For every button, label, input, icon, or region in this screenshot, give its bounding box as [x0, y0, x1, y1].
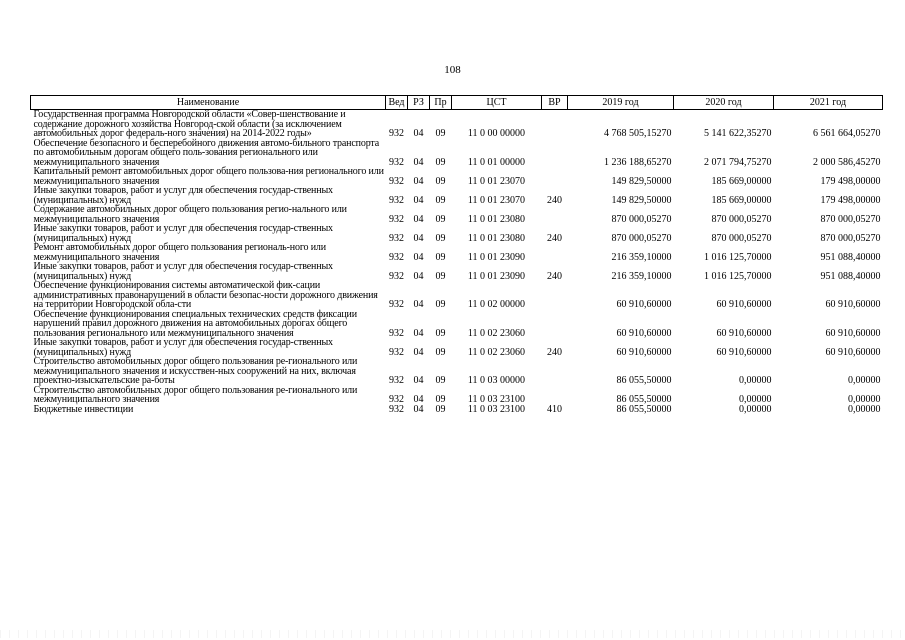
row-name: Иные закупки товаров, работ и услуг для обеспечения государ-ственных (муниципальных) нужд	[33, 223, 333, 244]
row-ved: 932	[389, 346, 404, 358]
table-row	[31, 357, 883, 386]
row-value-2020: 0,00000	[739, 403, 772, 415]
row-cst: 11 0 01 23090	[467, 270, 526, 282]
row-vr	[542, 357, 568, 386]
header-2019: 2019 год	[568, 96, 674, 110]
row-value-2019: 1 236 188,65270	[604, 156, 672, 168]
table-header-row	[31, 96, 883, 110]
table-row	[31, 205, 883, 224]
row-vr	[542, 167, 568, 186]
row-rz: 04	[413, 270, 424, 282]
row-cst: 11 0 01 23080	[467, 232, 526, 244]
row-pr: 09	[435, 375, 446, 386]
row-value-2020: 185 669,00000	[711, 175, 772, 187]
row-rz: 04	[413, 175, 424, 187]
row-vr	[542, 139, 568, 168]
row-pr: 09	[435, 346, 446, 358]
row-vr	[542, 205, 568, 224]
row-value-2020: 0,00000	[739, 375, 772, 386]
row-value-2019: 4 768 505,15270	[604, 128, 672, 139]
row-ved: 932	[389, 251, 404, 263]
row-value-2021: 2 000 586,45270	[813, 156, 881, 168]
row-vr: 240	[547, 194, 562, 206]
header-name: Наименование	[31, 96, 386, 110]
row-cst: 11 0 03 23100	[467, 403, 526, 415]
row-ved: 932	[389, 270, 404, 282]
header-2020: 2020 год	[674, 96, 774, 110]
table-row	[31, 186, 883, 205]
row-value-2021: 60 910,60000	[825, 327, 881, 339]
table-row	[31, 243, 883, 262]
row-value-2020: 1 016 125,70000	[704, 270, 772, 282]
row-value-2019: 216 359,10000	[611, 270, 672, 282]
header-ved: Вед	[386, 96, 408, 110]
row-name: Ремонт автомобильных дорог общего пользования региональ-ного или межмуниципального значения	[33, 242, 326, 263]
row-pr: 09	[435, 194, 446, 206]
scan-artifact	[0, 630, 905, 638]
row-value-2019: 60 910,60000	[616, 299, 672, 310]
row-value-2021: 179 498,00000	[820, 194, 881, 206]
row-name: Государственная программа Новгородской области «Совер-шенствование и содержание дорожного хозяйства Новгород-ской области (за исключением автомобильных дорог федераль-ного значения) на 2014-2022 годы»	[33, 109, 346, 139]
header-2021: 2021 год	[774, 96, 883, 110]
row-vr	[542, 310, 568, 339]
row-value-2020: 2 071 794,75270	[704, 156, 772, 168]
header-rz: РЗ	[408, 96, 430, 110]
row-value-2021: 0,00000	[848, 375, 881, 386]
row-rz: 04	[413, 403, 424, 415]
row-pr: 09	[435, 327, 446, 339]
row-cst: 11 0 01 23090	[467, 251, 526, 263]
row-value-2019: 86 055,50000	[616, 394, 672, 405]
row-cst: 11 0 00 00000	[467, 128, 526, 139]
row-pr: 09	[435, 175, 446, 187]
row-value-2019: 60 910,60000	[616, 346, 672, 358]
table-row	[31, 224, 883, 243]
row-value-2019: 870 000,05270	[611, 232, 672, 244]
row-rz: 04	[413, 128, 424, 139]
row-rz: 04	[413, 299, 424, 310]
row-value-2021: 951 088,40000	[820, 251, 881, 263]
row-cst: 11 0 01 00000	[467, 156, 526, 168]
row-name: Обеспечение безопасного и бесперебойного движения автомо-бильного транспорта по автомобильным дорогам общего поль-зования регионального или межмуниципального значения	[33, 137, 380, 168]
row-value-2019: 149 829,50000	[611, 175, 672, 187]
row-ved: 932	[389, 232, 404, 244]
row-vr	[542, 243, 568, 262]
row-value-2021: 870 000,05270	[820, 232, 881, 244]
row-value-2019: 60 910,60000	[616, 327, 672, 339]
row-ved: 932	[389, 327, 404, 339]
row-ved: 932	[389, 375, 404, 386]
row-value-2019: 86 055,50000	[616, 403, 672, 415]
row-pr: 09	[435, 270, 446, 282]
row-name: Обеспечение функционирования специальных технических средств фиксации нарушений правил дорожного движения на автомобильных дорогах общего пользования регионального или межмуниципального значения	[33, 308, 357, 339]
row-cst: 11 0 03 00000	[467, 375, 526, 386]
row-value-2020: 0,00000	[739, 394, 772, 405]
row-name: Иные закупки товаров, работ и услуг для обеспечения государ-ственных (муниципальных) нужд	[33, 185, 333, 206]
row-pr: 09	[435, 299, 446, 310]
row-cst: 11 0 01 23070	[467, 175, 526, 187]
row-pr: 09	[435, 128, 446, 139]
row-rz: 04	[413, 194, 424, 206]
row-pr: 09	[435, 394, 446, 405]
row-value-2021: 0,00000	[848, 403, 881, 415]
row-cst: 11 0 02 00000	[467, 299, 526, 310]
row-value-2020: 60 910,60000	[716, 299, 772, 310]
table-row	[31, 281, 883, 310]
row-value-2020: 5 141 622,35270	[704, 128, 772, 139]
row-name: Иные закупки товаров, работ и услуг для обеспечения государ-ственных (муниципальных) нужд	[33, 337, 333, 358]
row-ved: 932	[389, 194, 404, 206]
row-pr: 09	[435, 251, 446, 263]
row-cst: 11 0 02 23060	[467, 327, 526, 339]
row-pr: 09	[435, 232, 446, 244]
row-value-2021: 951 088,40000	[820, 270, 881, 282]
row-pr: 09	[435, 403, 446, 415]
row-value-2020: 870 000,05270	[711, 213, 772, 225]
table-row	[31, 338, 883, 357]
row-rz: 04	[413, 327, 424, 339]
row-value-2021: 179 498,00000	[820, 175, 881, 187]
row-rz: 04	[413, 394, 424, 405]
table-row	[31, 167, 883, 186]
row-vr: 410	[547, 403, 562, 415]
row-ved: 932	[389, 403, 404, 415]
row-name: Иные закупки товаров, работ и услуг для обеспечения государ-ственных (муниципальных) нужд	[33, 261, 333, 282]
page-number: 108	[444, 64, 461, 76]
row-ved: 932	[389, 299, 404, 310]
header-vr: ВР	[542, 96, 568, 110]
row-vr: 240	[547, 346, 562, 358]
row-ved: 932	[389, 213, 404, 225]
row-value-2020: 60 910,60000	[716, 327, 772, 339]
row-vr	[542, 281, 568, 310]
row-value-2021: 0,00000	[848, 394, 881, 405]
row-value-2019: 216 359,10000	[611, 251, 672, 263]
table-row	[31, 262, 883, 281]
row-name: Обеспечение функционирования системы автоматической фик-сации административных правонарушений в области безопас-ности дорожного движения на территории Новгородской обла-сти	[33, 280, 378, 310]
row-rz: 04	[413, 251, 424, 263]
row-value-2020: 60 910,60000	[716, 346, 772, 358]
row-cst: 11 0 02 23060	[467, 346, 526, 358]
row-vr	[542, 386, 568, 405]
row-cst: 11 0 01 23070	[467, 194, 526, 206]
row-name: Содержание автомобильных дорог общего пользования регио-нального или межмуниципального значения	[33, 204, 347, 225]
row-rz: 04	[413, 156, 424, 168]
row-vr: 240	[547, 270, 562, 282]
row-value-2021: 6 561 664,05270	[813, 128, 881, 139]
table-row	[31, 110, 883, 139]
row-value-2021: 60 910,60000	[825, 346, 881, 358]
row-ved: 932	[389, 128, 404, 139]
row-rz: 04	[413, 232, 424, 244]
row-name: Бюджетные инвестиции	[33, 403, 134, 415]
table-row	[31, 386, 883, 405]
row-rz: 04	[413, 346, 424, 358]
row-pr: 09	[435, 213, 446, 225]
row-ved: 932	[389, 175, 404, 187]
row-value-2020: 1 016 125,70000	[704, 251, 772, 263]
header-cst: ЦСТ	[452, 96, 542, 110]
row-vr	[542, 110, 568, 139]
table-row	[31, 405, 883, 415]
row-value-2020: 185 669,00000	[711, 194, 772, 206]
row-name: Строительство автомобильных дорог общего пользования ре-гионального или межмуниципального значения	[33, 384, 358, 405]
budget-table	[30, 95, 883, 414]
table-row	[31, 139, 883, 168]
row-value-2019: 870 000,05270	[611, 213, 672, 225]
row-vr: 240	[547, 232, 562, 244]
row-rz: 04	[413, 375, 424, 386]
row-value-2021: 870 000,05270	[820, 213, 881, 225]
row-cst: 11 0 03 23100	[467, 394, 526, 405]
row-value-2019: 149 829,50000	[611, 194, 672, 206]
row-value-2021: 60 910,60000	[825, 299, 881, 310]
row-ved: 932	[389, 156, 404, 168]
row-cst: 11 0 01 23080	[467, 213, 526, 225]
row-name: Капитальный ремонт автомобильных дорог общего пользова-ния регионального или межмуниципального значения	[33, 166, 384, 187]
row-pr: 09	[435, 156, 446, 168]
row-value-2019: 86 055,50000	[616, 375, 672, 386]
row-name: Строительство автомобильных дорог общего пользования ре-гионального или межмуниципального значения и искусствен-ных сооружений на них, включая проектно-изыскательские ра-боты	[33, 356, 358, 386]
table-row	[31, 310, 883, 339]
row-ved: 932	[389, 394, 404, 405]
header-pr: Пр	[430, 96, 452, 110]
row-rz: 04	[413, 213, 424, 225]
row-value-2020: 870 000,05270	[711, 232, 772, 244]
